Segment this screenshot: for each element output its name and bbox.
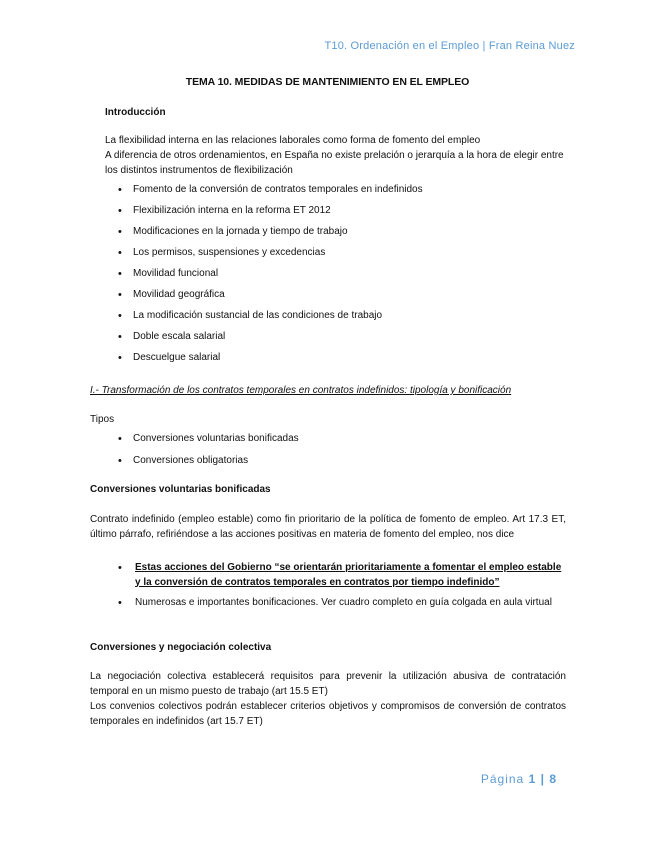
negociacion-heading: Conversiones y negociación colectiva — [90, 642, 272, 653]
list-item: • Conversiones voluntarias bonificadas — [118, 433, 299, 445]
list-item: • Descuelgue salarial — [118, 352, 221, 364]
tipos-list — [118, 432, 568, 468]
list-item: • Fomento de la conversión de contratos temporales en indefinidos — [118, 184, 423, 196]
intro-para-2: A diferencia de otros ordenamientos, en España no existe prelación o jerarquía a la hora de elegir entre los distintos instrumentos de flexibilización — [105, 150, 564, 176]
intro-para-1: La flexibilidad interna en las relaciones laborales como forma de fomento del empleo — [105, 135, 481, 146]
bullet-icon: • — [118, 310, 122, 322]
negociacion-paragraphs — [90, 669, 566, 729]
bullet-icon: • — [118, 226, 122, 238]
footer-separator: | — [540, 772, 545, 786]
document-title: TEMA 10. MEDIDAS DE MANTENIMIENTO EN EL EMPLEO — [185, 76, 470, 88]
negociacion-para-1: La negociación colectiva establecerá requisitos para prevenir la utilización abusiva de contratación temporal en un mismo puesto de trabajo (art 15.5 ET) — [90, 671, 566, 697]
list-item: • Movilidad geográfica — [118, 289, 225, 301]
voluntarias-para: Contrato indefinido (empleo estable) como fin prioritario de la política de fomento de empleo. Art 17.3 ET, último párrafo, refiriéndose a las acciones positivas en materia de fomento del empleo, nos dice — [90, 514, 566, 540]
bullet-icon: • — [118, 289, 122, 301]
list-item: • Numerosas e importantes bonificaciones. Ver cuadro completo en guía colgada en aula virtual — [118, 597, 552, 609]
bullet-icon: • — [118, 205, 122, 217]
page-footer — [481, 772, 557, 786]
bullet-icon: • — [118, 454, 122, 467]
voluntarias-heading: Conversiones voluntarias bonificadas — [90, 484, 271, 495]
bullet-icon: • — [118, 562, 122, 574]
intro-heading: Introducción — [105, 107, 166, 118]
intro-bullet-list — [118, 183, 568, 366]
page-header: T10. Ordenación en el Empleo | Fran Reina Nuez — [324, 40, 575, 52]
negociacion-para-2: Los convenios colectivos podrán establecer criterios objetivos y compromisos de conversión de contratos temporales en indefinidos (art 15.7 ET) — [90, 701, 566, 727]
bullet-icon: • — [118, 184, 122, 196]
bullet-icon: • — [118, 331, 122, 343]
list-item: • Flexibilización interna en la reforma ET 2012 — [118, 205, 331, 217]
list-item: • Movilidad funcional — [118, 268, 219, 280]
voluntarias-list — [118, 561, 566, 611]
list-item: • Los permisos, suspensiones y excedencias — [118, 247, 326, 259]
bullet-icon: • — [118, 247, 122, 259]
page-number: 1 — [528, 772, 537, 786]
list-item: • La modificación sustancial de las condiciones de trabajo — [118, 310, 383, 322]
list-item: • Doble escala salarial — [118, 331, 226, 343]
bullet-icon: • — [118, 597, 122, 609]
list-item: • Conversiones obligatorias — [118, 454, 249, 467]
page-total: 8 — [549, 772, 557, 786]
list-item: • Estas acciones del Gobierno “se orientarán prioritariamente a fomentar el empleo estable y la conversión de contratos temporales en contratos por tiempo indefinido” — [118, 562, 562, 588]
bullet-icon: • — [118, 433, 122, 445]
bullet-icon: • — [118, 268, 122, 280]
intro-paragraphs — [105, 133, 567, 178]
list-item: • Modificaciones en la jornada y tiempo de trabajo — [118, 226, 348, 238]
footer-label: Página — [480, 772, 525, 786]
tipos-label: Tipos — [90, 414, 115, 425]
section-1-heading: I.- Transformación de los contratos temporales en contratos indefinidos: tipología y bonificación — [90, 385, 512, 396]
bullet-icon: • — [118, 352, 122, 364]
